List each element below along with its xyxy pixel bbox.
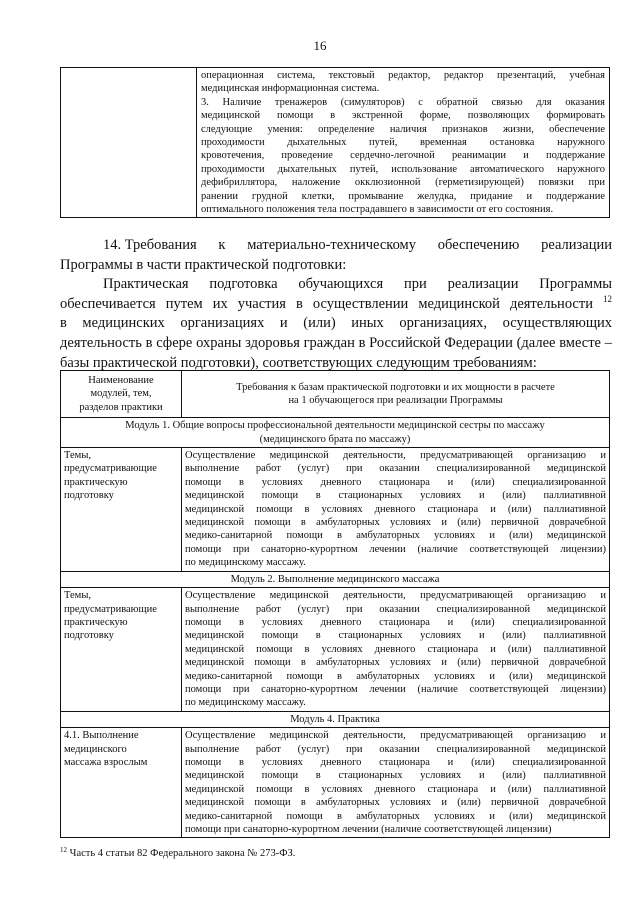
page-number: 16 [313, 38, 327, 53]
text-line: медицинская информационная система. [201, 83, 380, 95]
module-row [61, 418, 610, 448]
module-row [61, 571, 610, 587]
paragraph-line1: Практическая подготовка обучающихся при реализации Программы [103, 276, 612, 293]
table-cell-empty [61, 68, 197, 218]
paragraph-rest: в медицинских организациях и (или) иных организациях, осуществляющих деятельность в сфере охраны здоровья граждан в Российской Федерации (далее вместе – базы практической подготовки), соответствующих следующим требованиям: [60, 315, 612, 371]
continuation-table [60, 67, 610, 218]
text-line: кровотечения, проведение сердечно-легочной реанимации и поддержание [201, 150, 605, 162]
requirements-table [60, 370, 610, 838]
text-line: 3. Наличие тренажеров (симуляторов) с обратной связью для оказания [201, 96, 605, 108]
text-line: дефибриллятора, наложение окклюзионной (герметизирующей) повязки при [201, 177, 605, 189]
text-line: оптимального положения тела пострадавшего в зависимости от его состояния. [201, 204, 554, 216]
module2-title: Модуль 2. Выполнение медицинского массажа [61, 571, 610, 587]
footnote-number: 12 [60, 846, 67, 854]
topic-cell: Темы, предусматривающие практическую подготовку [61, 448, 182, 572]
topic-cell: 4.1. Выполнение медицинского массажа взрослым [61, 728, 182, 838]
text-line: проходимости дыхательных путей, использование автоматического наружного [201, 163, 605, 175]
header-requirements: Требования к базам практической подготовки и их мощности в расчете на 1 обучающегося при реализации Программы [182, 371, 610, 418]
text-line: проходимости дыхательных путей, временная остановка наружного [201, 137, 605, 149]
table-header-row [61, 371, 610, 418]
section-heading-line2: Программы в части практической подготовки: [60, 256, 347, 273]
module-row [61, 711, 610, 727]
text-line: следующие умения: определение наличия признаков жизни, обеспечение [201, 123, 605, 135]
header-modules: Наименование модулей, тем, разделов практики [61, 371, 182, 418]
requirements-cell: Осуществление медицинской деятельности, предусматривающей организацию и выполнение работ (услуг) при оказании специализированной медицинской помощи в условиях дневного стационара и (или) специализированной медицинской помощи в стационарных условиях и (или) паллиативной медицинской помощи в условиях дневного стационара и (или) паллиативной медицинской помощи в амбулаторных условиях и (или) первичной доврачебной медико-санитарной помощи в амбулаторных условиях и (или) медицинской помощи при санаторно-курортном лечении (наличие соответствующей лицензии) [182, 728, 610, 838]
requirements-cell: Осуществление медицинской деятельности, предусматривающей организацию и выполнение работ (услуг) при оказании специализированной медицинской помощи в условиях дневного стационара и (или) специализированной медицинской помощи в стационарных условиях и (или) паллиативной медицинской помощи в условиях дневного стационара и (или) паллиативной медицинской помощи в амбулаторных условиях и (или) первичной доврачебной медико-санитарной помощи в амбулаторных условиях и (или) медицинской помощи при санаторно-курортном лечении (наличие соответствующей лицензии) по медицинскому массажу. [182, 448, 610, 572]
section-heading: 14. Требования к материально-техническому обеспечению реализации [103, 237, 612, 253]
footnote-ref: 12 [603, 293, 612, 304]
paragraph-line2: обеспечивается путем их участия в осуществлении медицинской деятельности $^{12}$ [60, 293, 612, 312]
body-text [60, 236, 612, 373]
table-row [61, 68, 610, 218]
table-row [61, 448, 610, 572]
text-line: медицинской помощи в экстренной форме, позволяющих формировать [201, 110, 605, 122]
table-cell-equipment [197, 68, 610, 218]
table-row [61, 728, 610, 838]
table-row [61, 588, 610, 712]
text-line: ранении грудной клетки, промывание желудка, придание и поддержание [201, 190, 605, 202]
footnote-separator [60, 837, 255, 838]
footnote [60, 848, 295, 859]
text-line: операционная система, текстовый редактор, редактор презентаций, учебная [201, 70, 605, 81]
module4-title: Модуль 4. Практика [61, 711, 610, 727]
footnote-text: Часть 4 статьи 82 Федерального закона № 273-ФЗ. [69, 848, 296, 859]
requirements-cell: Осуществление медицинской деятельности, предусматривающей организацию и выполнение работ (услуг) при оказании специализированной медицинской помощи в условиях дневного стационара и (или) специализированной медицинской помощи в стационарных условиях и (или) паллиативной медицинской помощи в условиях дневного стационара и (или) паллиативной медицинской помощи в амбулаторных условиях и (или) первичной доврачебной медико-санитарной помощи в амбулаторных условиях и (или) медицинской помощи при санаторно-курортном лечении (наличие соответствующей лицензии) по медицинскому массажу. [182, 588, 610, 712]
topic-cell: Темы, предусматривающие практическую подготовку [61, 588, 182, 712]
module1-title: Модуль 1. Общие вопросы профессиональной деятельности медицинской сестры по массажу (медицинского брата по массажу) [61, 418, 610, 448]
